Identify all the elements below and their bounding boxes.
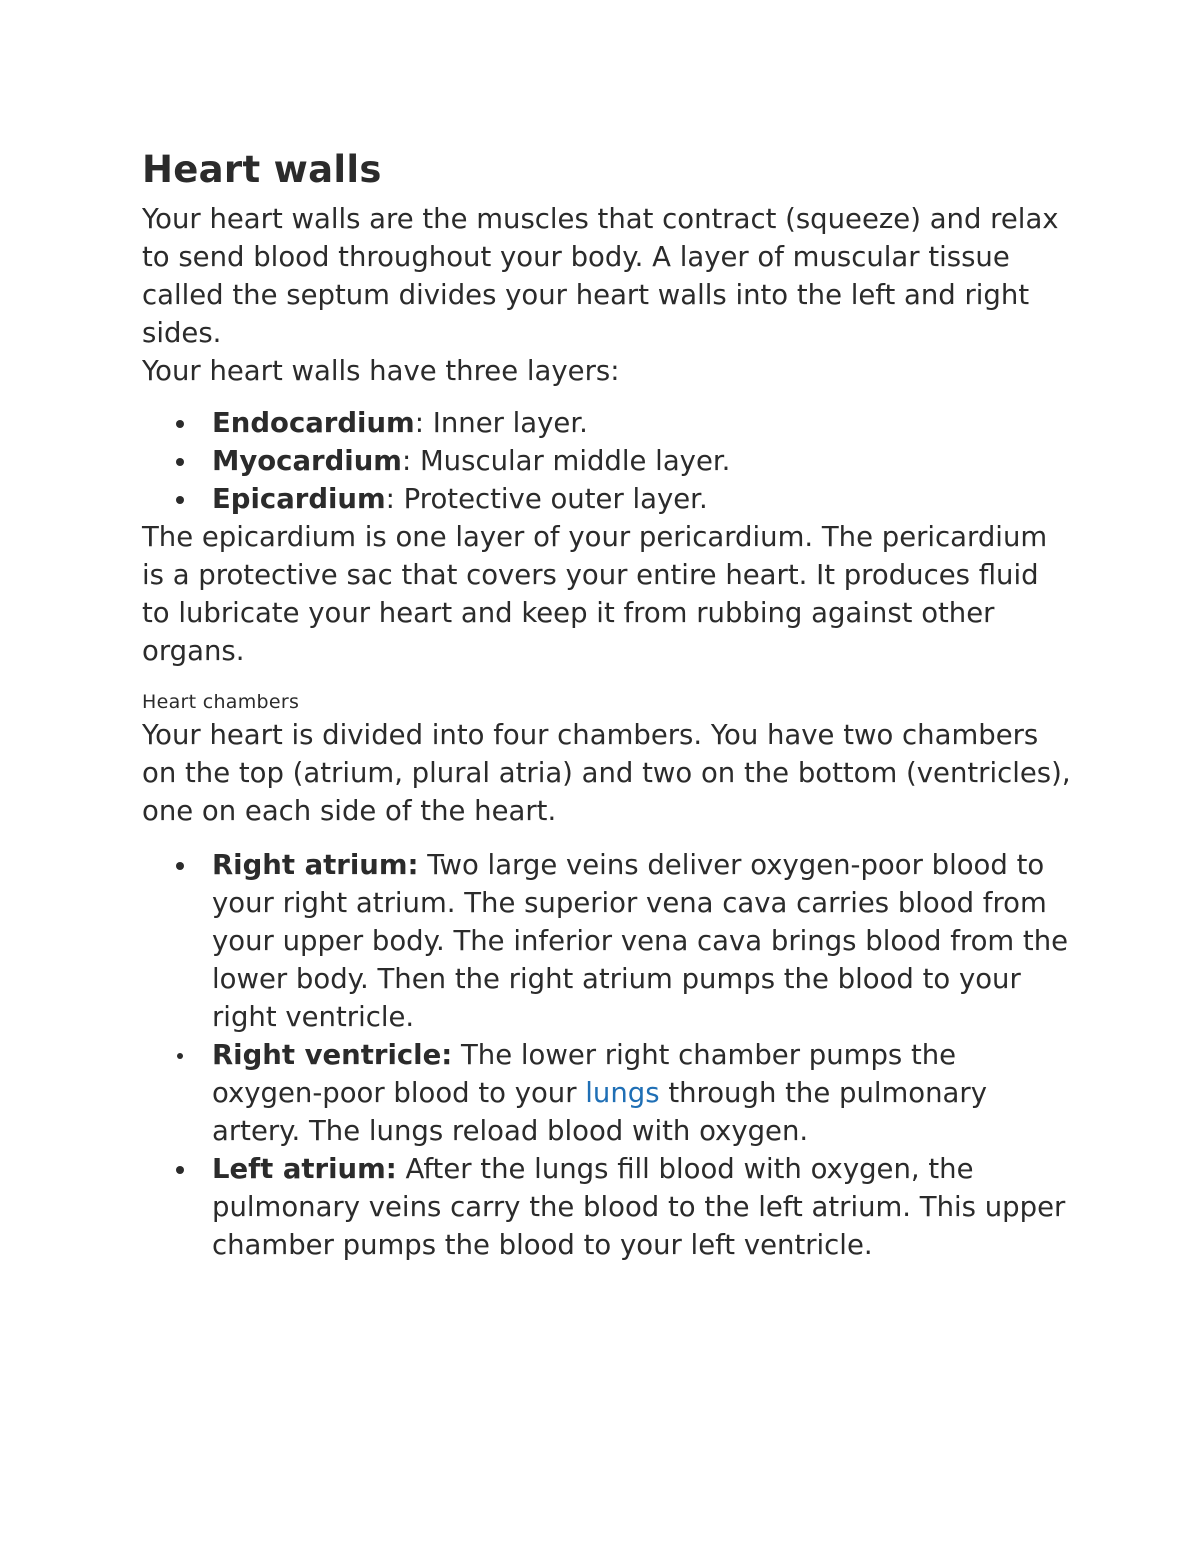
bullet-icon [176, 496, 184, 504]
layer-term: Epicardium [212, 483, 386, 515]
layer-description: : Protective outer layer. [385, 483, 708, 515]
section-heading-heart-chambers: Heart chambers [142, 691, 300, 713]
document-page [142, 140, 1072, 1264]
layers-lead-paragraph: Your heart walls have three layers: [142, 355, 620, 387]
pericardium-paragraph: The epicardium is one layer of your pericardium. The pericardium is a protective sac that covers your entire heart. It produces fluid to lubricate your heart and keep it from rubbing against other organs. [142, 521, 1048, 667]
chamber-description-end: through the pulmonary artery. The lungs reload blood with oxygen. [212, 1077, 987, 1147]
heart-wall-layers-list [142, 404, 1072, 518]
chamber-term: Right atrium: [212, 849, 419, 881]
bullet-icon [176, 862, 184, 870]
bullet-icon [176, 458, 184, 466]
chambers-paragraph: Your heart is divided into four chambers. You have two chambers on the top (atrium, plural atria) and two on the bottom (ventricles), one on each side of the heart. [142, 719, 1071, 827]
chamber-term: Left atrium: [212, 1153, 397, 1185]
chamber-term: Right ventricle: [212, 1039, 453, 1071]
bullet-icon [177, 1053, 183, 1059]
list-item-right-atrium [142, 846, 1072, 1036]
bullet-icon [176, 420, 184, 428]
page-title: Heart walls [142, 148, 382, 191]
list-item-left-atrium [142, 1150, 1072, 1264]
chamber-description: Two large veins deliver oxygen-poor blood to your right atrium. The superior vena cava carries blood from your upper body. The inferior vena cava brings blood from the lower body. Then the right atrium pumps the blood to your right ventricle. [212, 849, 1069, 1033]
list-item-right-ventricle [142, 1036, 1072, 1150]
bullet-icon [176, 1166, 184, 1174]
list-item-endocardium [142, 404, 1072, 442]
layer-description: : Inner layer. [414, 407, 588, 439]
list-item-myocardium [142, 442, 1072, 480]
layer-term: Myocardium [212, 445, 402, 477]
list-item-epicardium [142, 480, 1072, 518]
layer-term: Endocardium [212, 407, 415, 439]
intro-paragraph: Your heart walls are the muscles that contract (squeeze) and relax to send blood throughout your body. A layer of muscular tissue called the septum divides your heart walls into the left and right sides. [142, 203, 1059, 349]
heart-chambers-list [142, 846, 1072, 1264]
chamber-description-start: The lower right chamber pumps the oxygen-poor blood to your [212, 1039, 957, 1109]
chamber-description: After the lungs fill blood with oxygen, the pulmonary veins carry the blood to the left atrium. This upper chamber pumps the blood to your left ventricle. [212, 1153, 1066, 1261]
layer-description: : Muscular middle layer. [401, 445, 731, 477]
lungs-link[interactable]: lungs [585, 1077, 660, 1109]
